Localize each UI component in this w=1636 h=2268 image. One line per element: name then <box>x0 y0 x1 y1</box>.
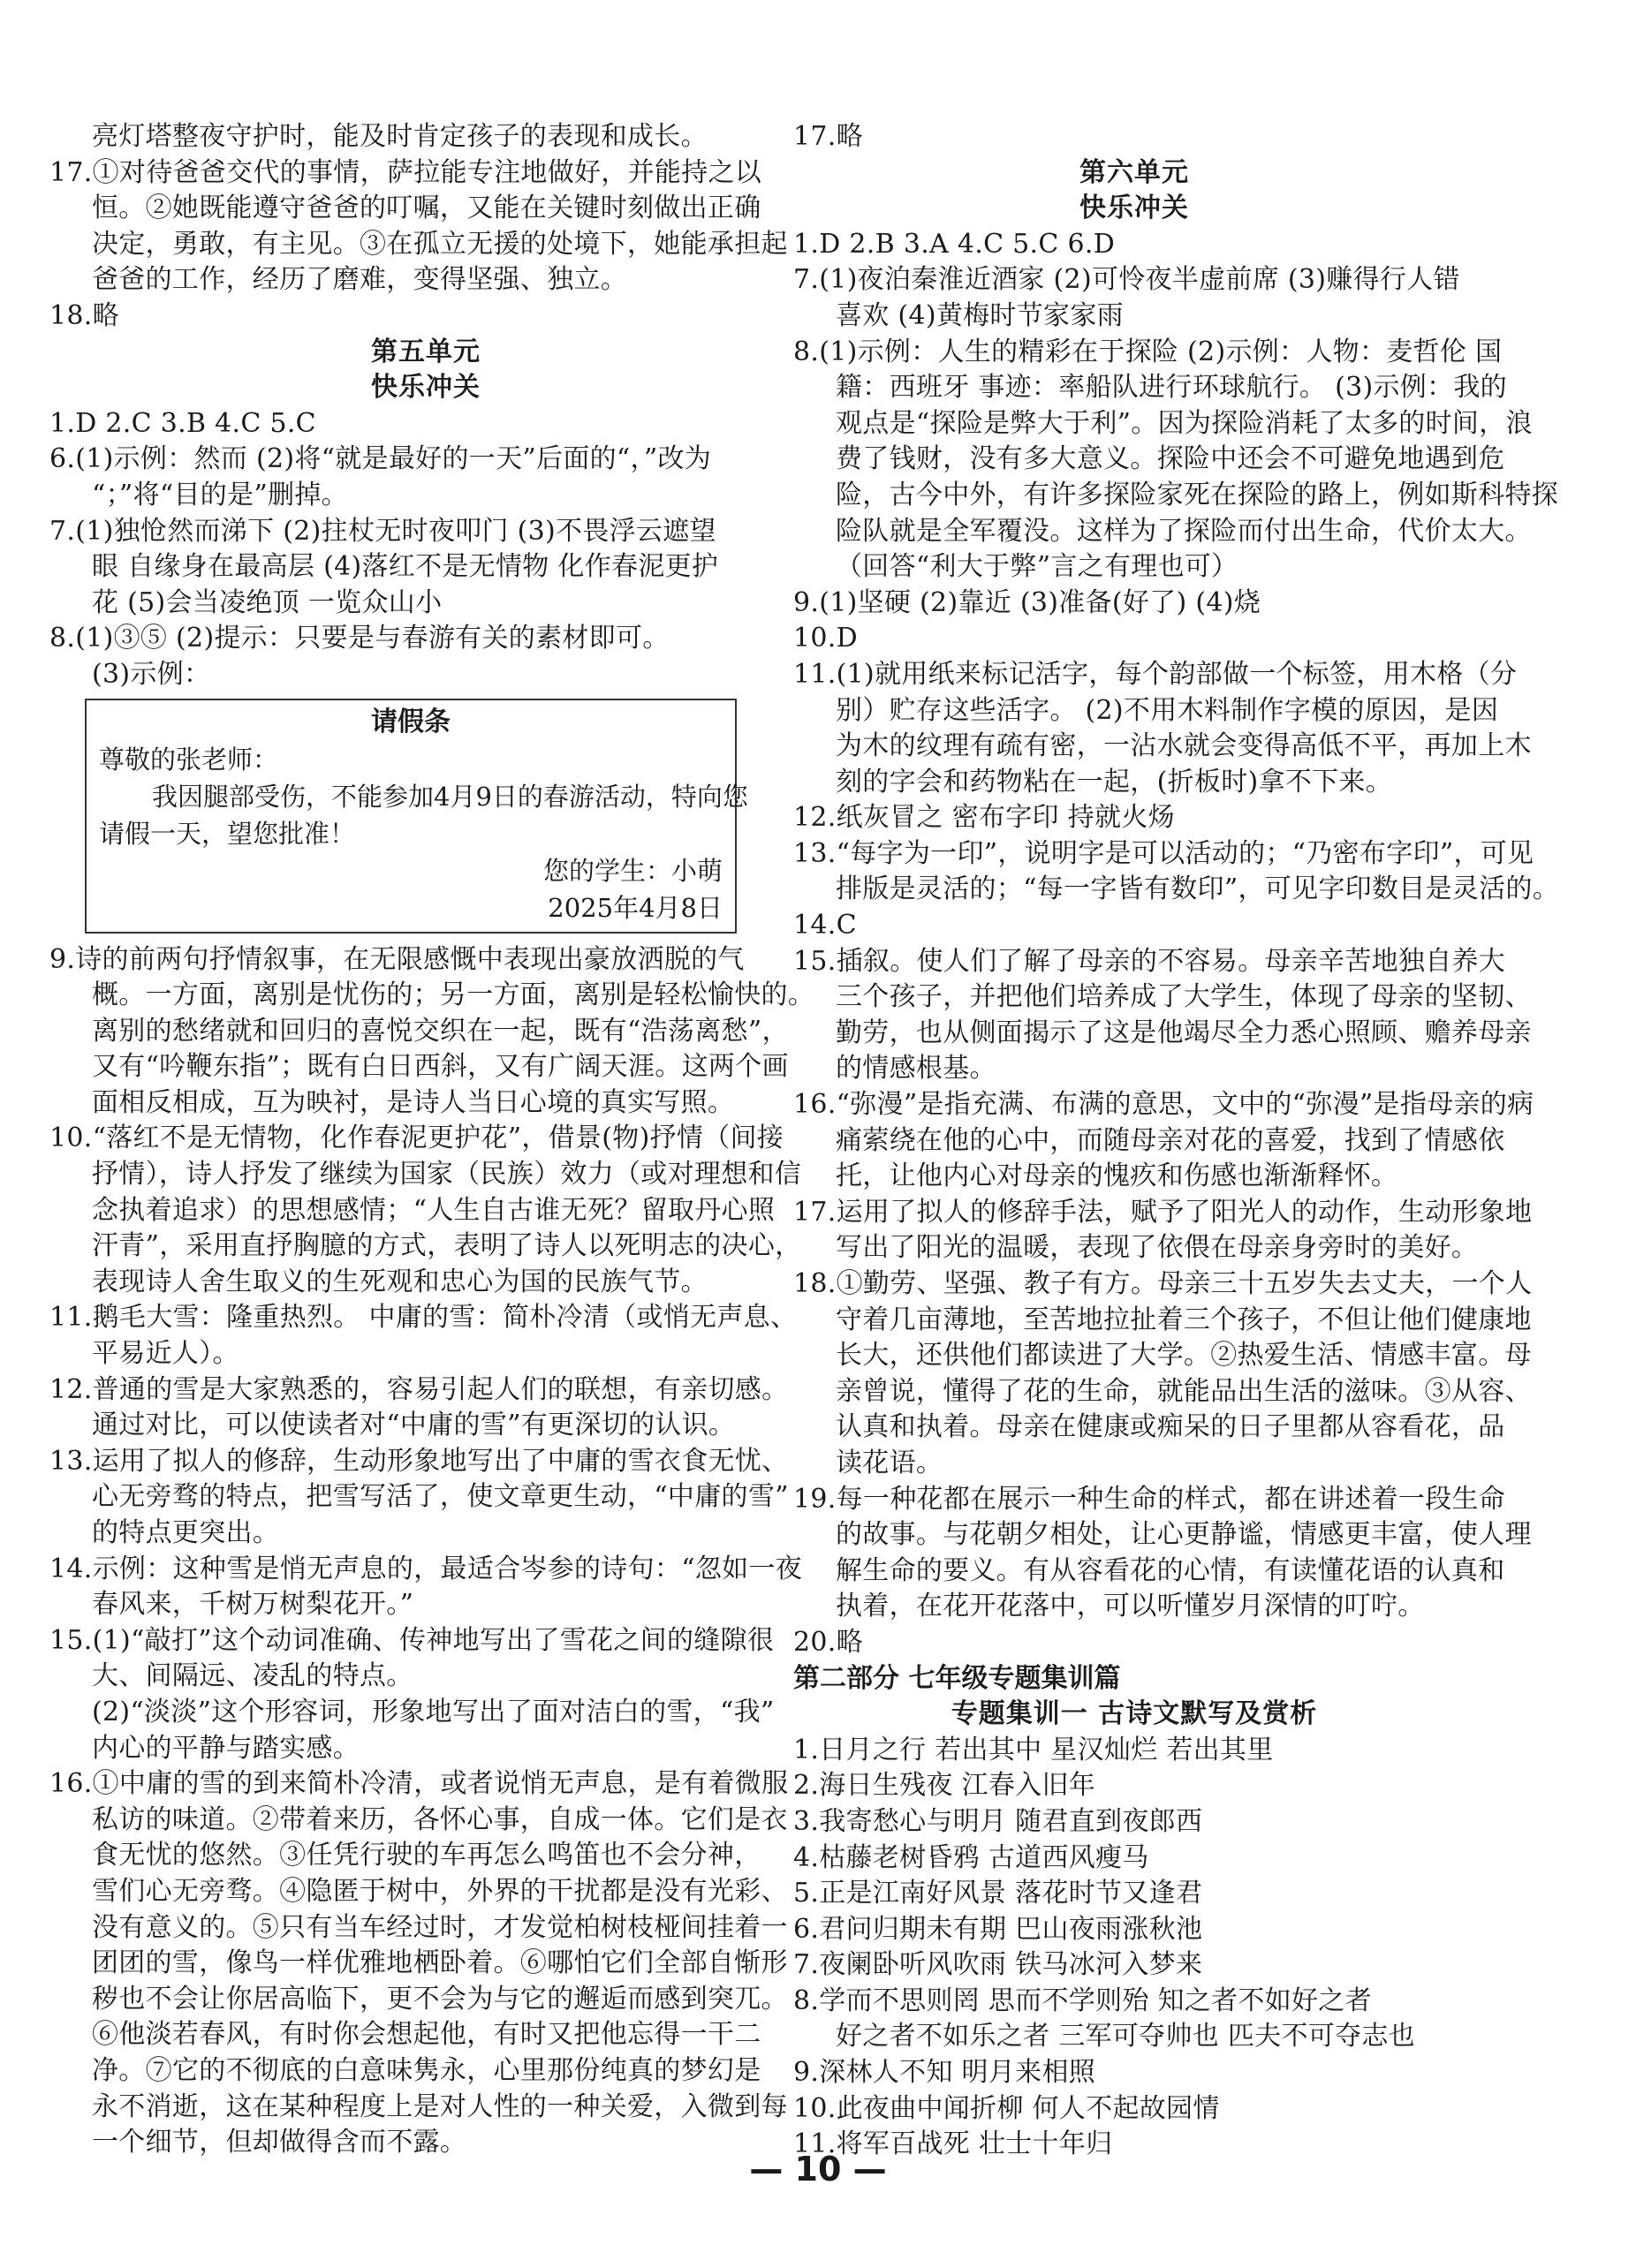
answer-line: 15.(1)“敲打”这个动词准确、传神地写出了雪花之间的缝隙很 <box>49 1624 775 1656</box>
answer-line: 离别的愁绪就和回归的喜悦交织在一起，既有“浩荡离愁”， <box>92 1015 789 1047</box>
answer-line: 8.学而不思则罔 思而不学则殆 知之者不如好之者 <box>793 1984 1372 2016</box>
answer-line: 私访的味道。②带着来历，各怀心事，自成一体。它们是衣 <box>92 1803 788 1835</box>
left-column <box>49 119 815 2161</box>
answer-line: 6.(1)示例：然而 (2)将“就是最好的一天”后面的“，”改为 <box>49 443 712 475</box>
answer-line: 为木的纹理有疏有密，一沾水就会变得高低不平，再加上木 <box>836 730 1532 762</box>
answer-line: 汗青”，采用直抒胸臆的方式，表明了诗人以死明志的决心， <box>92 1230 802 1262</box>
answer-line: 决定，勇敢，有主见。③在孤立无援的处境下，她能承担起 <box>92 228 788 260</box>
answer-line: 内心的平静与踏实感。 <box>92 1732 360 1764</box>
answer-line: 永不消逝，这在某种程度上是对人性的一种关爱，入微到每 <box>92 2090 788 2122</box>
answer-line: 险，古今中外，有许多探险家死在探险的路上，例如斯科特探 <box>836 479 1559 510</box>
answer-line: 17.略 <box>793 121 863 152</box>
answer-line: 4.枯藤老树昏鸦 古道西风瘦马 <box>793 1841 1149 1873</box>
answer-line: 费了钱财，没有多大意义。探险中还会不可避免地遇到危 <box>836 443 1505 475</box>
answer-line: 20.略 <box>793 1626 863 1658</box>
answer-line: 7.(1)夜泊秦淮近酒家 (2)可怜夜半虚前席 (3)赚得行人错 <box>793 264 1460 296</box>
unit6-title: 第六单元 <box>1079 156 1189 188</box>
answer-line: 写出了阳光的温暖，表现了依偎在母亲身旁时的美好。 <box>836 1232 1479 1264</box>
answer-line: 的故事。与花朝夕相处，让心更静谧，情感更丰富，使人理 <box>836 1519 1532 1551</box>
answer-line: 17.①对待爸爸交代的事情，萨拉能专注地做好，并能持之以 <box>49 156 762 188</box>
answer-line: 7.夜阑卧听风吹雨 铁马冰河入梦来 <box>793 1949 1203 1981</box>
answer-line: 8.(1)③⑤ (2)提示：只要是与春游有关的素材即可。 <box>49 623 670 654</box>
unit5-title: 第五单元 <box>371 336 481 367</box>
answer-line: 10.D <box>793 623 858 654</box>
leave-note-salutation: 尊敬的张老师： <box>99 744 279 775</box>
answer-line: 11.鹅毛大雪：隆重热烈。 中庸的雪：简朴冷清（或悄无声息、 <box>49 1302 798 1334</box>
answer-line: 16.“弥漫”是指充满、布满的意思，文中的“弥漫”是指母亲的病 <box>793 1089 1534 1121</box>
answer-line: (2)“淡淡”这个形容词，形象地写出了面对洁白的雪，“我” <box>92 1696 775 1727</box>
leave-note-title: 请假条 <box>371 706 451 737</box>
answer-line: 爸爸的工作，经历了磨难，变得坚强、独立。 <box>92 264 627 296</box>
answer-line: 9.深林人不知 明月来相照 <box>793 2057 1096 2089</box>
answer-line: 3.我寄愁心与明月 随君直到夜郎西 <box>793 1805 1203 1837</box>
answer-line: 解生命的要义。有从容看花的心情，有读懂花语的认真和 <box>836 1554 1505 1586</box>
answer-block <box>49 942 815 2161</box>
answer-line: 13.“每字为一印”，说明字是可以活动的；“乃密布字印”，可见 <box>793 837 1534 869</box>
answer-line: 秽也不会让你居高临下，更不会为与它的邂逅而感到突兀。 <box>92 1983 788 2015</box>
answer-line: 10.此夜曲中闻折柳 何人不起故园情 <box>793 2092 1220 2124</box>
leave-note-date: 2025年4月8日 <box>548 892 723 923</box>
answer-block <box>793 1733 1475 2163</box>
answer-line: 19.每一种花都在展示一种生命的样式，都在讲述着一段生命 <box>793 1483 1506 1515</box>
part2-title: 第二部分 七年级专题集训篇 <box>793 1662 1121 1694</box>
answer-line: 长大，还供他们都读进了大学。②热爱生活、情感丰富。母 <box>836 1340 1532 1372</box>
answer-line: 托，让他内心对母亲的愧疚和伤感也渐渐释怀。 <box>836 1160 1398 1192</box>
answer-line: 7.(1)独怆然而涕下 (2)拄杖无时夜叩门 (3)不畏浮云遮望 <box>49 515 716 547</box>
answer-line: 通过对比，可以使读者对“中庸的雪”有更深切的认识。 <box>92 1410 736 1441</box>
page-number: — 10 — <box>749 2150 887 2189</box>
answer-line: 读花语。 <box>836 1447 943 1478</box>
answer-line: 8.(1)示例：人生的精彩在于探险 (2)示例：人物：麦哲伦 国 <box>793 336 1503 367</box>
answer-line: 16.①中庸的雪的到来简朴冷清，或者说悄无声息，是有着微服 <box>49 1768 789 1800</box>
answer-line: 一个细节，但却做得含而不露。 <box>92 2127 467 2158</box>
answer-line: 花 (5)会当凌绝顶 一览众山小 <box>92 586 443 618</box>
right-column <box>793 119 1560 2163</box>
answer-line: 念执着追求）的思想感情；“人生自古谁无死？留取丹心照 <box>92 1194 776 1226</box>
answer-line: 心无旁骛的特点，把雪写活了，使文章更生动，“中庸的雪” <box>92 1481 789 1513</box>
answer-line: 10.“落红不是无情物，化作春泥更护花”，借景(物)抒情（间接 <box>49 1123 784 1154</box>
answer-line: 观点是“探险是弊大于利”。因为探险消耗了太多的时间，浪 <box>836 407 1533 439</box>
answer-block <box>49 119 802 335</box>
answer-line: 1.日月之行 若出其中 星汉灿烂 若出其里 <box>793 1734 1274 1765</box>
answer-line: 6.君问归期未有期 巴山夜雨涨秋池 <box>793 1913 1203 1945</box>
answer-line: 执着，在花开花落中，可以听懂岁月深情的叮咛。 <box>836 1591 1425 1622</box>
leave-note-body: 请假一天，望您批准！ <box>99 818 356 849</box>
answer-line: 三个孩子，并把他们培养成了大学生，体现了母亲的坚韧、 <box>836 981 1532 1013</box>
answer-block <box>793 227 1560 1661</box>
answer-line: 1.D 2.C 3.B 4.C 5.C <box>49 407 316 439</box>
answer-line: 食无忧的悠然。③任凭行驶的车再怎么鸣笛也不会分神， <box>92 1840 761 1871</box>
answer-line: 2.海日生残夜 江春入旧年 <box>793 1770 1096 1802</box>
answer-line: 刻的字会和药物粘在一起，(折板时)拿不下来。 <box>836 766 1393 798</box>
answer-block <box>793 119 1475 155</box>
answer-line: 抒情），诗人抒发了继续为国家（民族）效力（或对理想和信 <box>92 1159 802 1191</box>
answer-line: 14.示例：这种雪是悄无声息的，最适合岑参的诗句：“忽如一夜 <box>49 1553 803 1584</box>
answer-line: 概。一方面，离别是忧伤的；另一方面，离别是轻松愉快的。 <box>92 979 815 1011</box>
answer-line: 净。⑦它的不彻底的白意味隽永，心里那份纯真的梦幻是 <box>92 2054 761 2086</box>
topic1-title: 专题集训一 古诗文默写及赏析 <box>951 1698 1318 1730</box>
answer-line: 又有“吟鞭东指”；既有白日西斜，又有广阔天涯。这两个画 <box>92 1051 789 1083</box>
answer-line: 好之者不如乐之者 三军可夺帅也 匹夫不可夺志也 <box>836 2021 1415 2053</box>
answer-line: ⑥他淡若春风，有时你会想起他，有时又把他忘得一干二 <box>92 2019 761 2051</box>
answer-line: 亮灯塔整夜守护时，能及时肯定孩子的表现和成长。 <box>92 121 708 152</box>
answer-line: 11.将军百战死 壮士十年归 <box>793 2128 1113 2160</box>
answer-line: 没有意义的。⑤只有当车经过时，才发觉柏树枝桠间挂着一 <box>92 1911 788 1943</box>
answer-line: 11.(1)就用纸来标记活字，每个韵部做一个标签，用木格（分 <box>793 658 1518 690</box>
answer-line: 的情感根基。 <box>836 1053 996 1085</box>
answer-line: “；”将“目的是”删掉。 <box>92 479 348 510</box>
answer-line: 排版是灵活的；“每一字皆有数印”，可见字印数目是灵活的。 <box>836 873 1560 905</box>
answer-line: 险队就是全军覆没。这样为了探险而付出生命，代价太大。 <box>836 515 1532 547</box>
answer-line: 表现诗人舍生取义的生死观和忠心为国的民族气节。 <box>92 1266 708 1297</box>
answer-line: 平易近人）。 <box>92 1338 239 1370</box>
answer-line: (3)示例： <box>92 658 211 690</box>
answer-line: 喜欢 (4)黄梅时节家家雨 <box>836 299 1124 331</box>
answer-line: 大、间隔远、凌乱的特点。 <box>92 1660 413 1692</box>
answer-line: 14.C <box>793 910 857 941</box>
answer-line: 认真和执着。母亲在健康或痴呆的日子里都从容看花，品 <box>836 1411 1505 1443</box>
answer-line: （回答“利大于弊”言之有理也可） <box>836 551 1238 583</box>
answer-line: 眼 自缘身在最高层 (4)落红不是无情物 化作春泥更护 <box>92 551 719 583</box>
answer-line: 12.纸灰冒之 密布字印 持就火炀 <box>793 802 1175 834</box>
answer-line: 的特点更突出。 <box>92 1517 280 1548</box>
unit5-subtitle: 快乐冲关 <box>371 372 481 404</box>
answer-line: 13.运用了拟人的修辞，生动形象地写出了中庸的雪衣食无忧、 <box>49 1445 789 1477</box>
answer-line: 1.D 2.B 3.A 4.C 5.C 6.D <box>793 228 1116 260</box>
answer-line: 亲曾说，懂得了花的生命，就能品出生活的滋味。③从容、 <box>836 1375 1532 1407</box>
answer-line: 勤劳，也从侧面揭示了这是他竭尽全力悉心照顾、赡养母亲 <box>836 1017 1532 1048</box>
answer-line: 痛萦绕在他的心中，而随母亲对花的喜爱，找到了情感依 <box>836 1124 1505 1156</box>
answer-line: 守着几亩薄地，至苦地拉扯着三个孩子，不但让他们健康地 <box>836 1304 1532 1335</box>
answer-line: 别）贮存这些活字。 (2)不用木料制作字模的原因，是因 <box>836 694 1499 726</box>
answer-line: 12.普通的雪是大家熟悉的，容易引起人们的联想，有亲切感。 <box>49 1373 789 1405</box>
answer-line: 17.运用了拟人的修辞手法，赋予了阳光人的动作，生动形象地 <box>793 1196 1533 1228</box>
answer-line: 18.①勤劳、坚强、教子有方。母亲三十五岁失去丈夫，一个人 <box>793 1268 1533 1299</box>
leave-note-body: 我因腿部受伤，不能参加4月9日的春游活动，特向您 <box>152 781 748 812</box>
leave-note-box <box>85 699 748 934</box>
answer-line: 15.插叙。使人们了解了母亲的不容易。母亲辛苦地独自养大 <box>793 945 1506 977</box>
answer-line: 面相反相成，互为映衬，是诗人当日心境的真实写照。 <box>92 1086 735 1118</box>
unit6-subtitle: 快乐冲关 <box>1079 193 1189 224</box>
answer-line: 9.诗的前两句抒情叙事，在无限感慨中表现出豪放洒脱的气 <box>49 943 745 975</box>
answer-line: 团团的雪，像鸟一样优雅地栖卧着。⑥哪怕它们全部自惭形 <box>92 1947 788 1979</box>
answer-line: 春风来，千树万树梨花开。” <box>92 1589 414 1621</box>
answer-line: 9.(1)坚硬 (2)靠近 (3)准备(好了) (4)烧 <box>793 586 1261 618</box>
answer-line: 雪们心无旁骛。④隐匿于树中，外界的干扰都是没有光彩、 <box>92 1875 788 1907</box>
answer-line: 恒。②她既能遵守爸爸的叮嘱，又能在关键时刻做出正确 <box>92 193 761 224</box>
answer-line: 18.略 <box>49 299 119 331</box>
leave-note-signature: 您的学生：小萌 <box>542 855 723 886</box>
answer-block <box>49 406 802 693</box>
answer-line: 5.正是江南好风景 落花时节又逢君 <box>793 1878 1203 1909</box>
answer-line: 籍：西班牙 事迹：率船队进行环球航行。 (3)示例：我的 <box>836 372 1507 404</box>
